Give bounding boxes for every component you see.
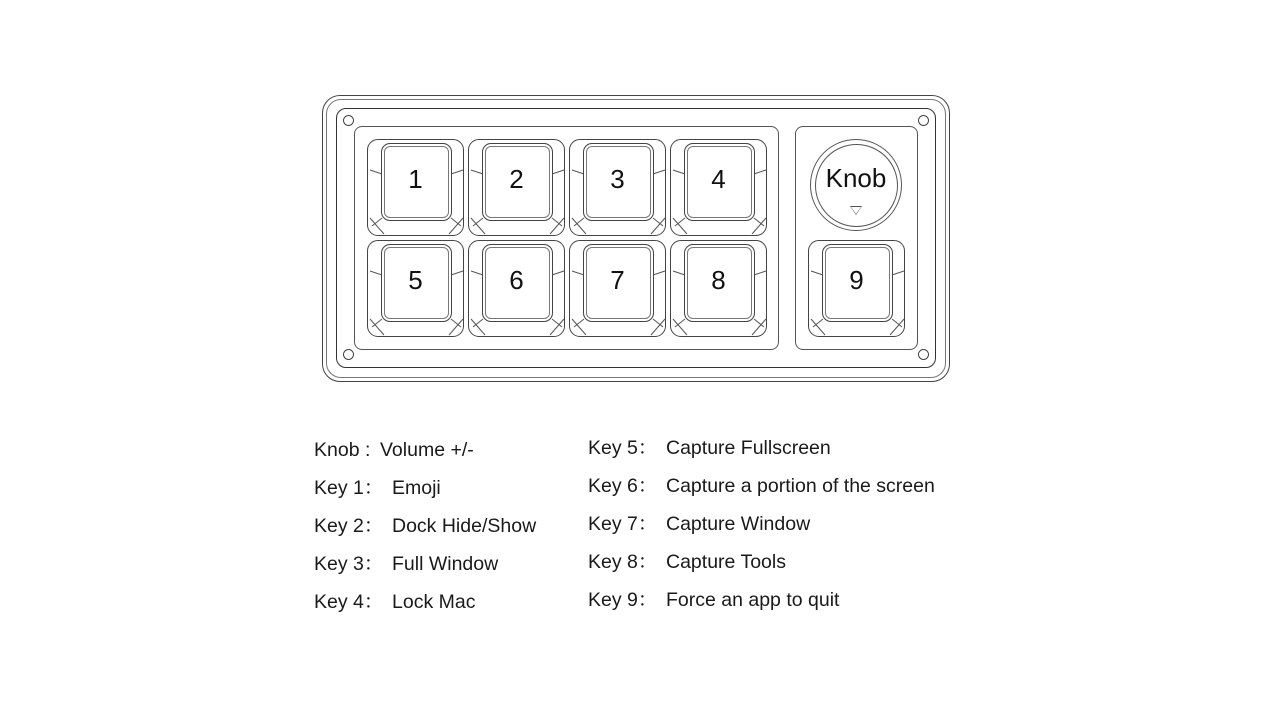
legend-action: Capture Fullscreen [666, 437, 831, 459]
key-4 [670, 139, 767, 236]
triangle-down-icon [850, 206, 862, 215]
key-label: 6 [509, 265, 524, 295]
legend-action: Capture Tools [666, 551, 786, 573]
key-label: 3 [610, 164, 625, 194]
legend-item-key1 [314, 476, 536, 500]
legend-item-key5 [588, 436, 935, 460]
knob [810, 139, 902, 231]
legend-action: Capture a portion of the screen [666, 475, 935, 497]
legend-action: Full Window [392, 553, 499, 575]
legend-action: Force an app to quit [666, 589, 840, 611]
legend-key: Key 4： [314, 591, 384, 613]
screw-icon [918, 349, 929, 360]
key-label: 8 [711, 265, 726, 295]
key-label: 9 [849, 265, 864, 295]
legend-action: Emoji [392, 477, 441, 499]
legend-key: Key 8： [588, 551, 658, 573]
legend-action: Volume +/- [380, 439, 474, 461]
legend-action: Dock Hide/Show [392, 515, 537, 537]
key-3 [569, 139, 666, 236]
legend-left-column [314, 438, 536, 614]
knob-label: Knob [825, 163, 887, 193]
legend-item-key6 [588, 474, 935, 498]
key-1 [367, 139, 464, 236]
legend-key: Key 6： [588, 475, 658, 497]
key-5 [367, 240, 464, 337]
legend-key: Key 5： [588, 437, 658, 459]
legend-key: Key 9： [588, 589, 658, 611]
screw-icon [343, 115, 354, 126]
key-6 [468, 240, 565, 337]
legend-key: Key 3： [314, 553, 384, 575]
legend-item-key8 [588, 550, 935, 574]
key-label: 2 [509, 164, 524, 194]
key-label: 1 [408, 164, 423, 194]
legend-item-key9 [588, 588, 935, 612]
key-8 [670, 240, 767, 337]
legend-key: Knob : [314, 439, 371, 461]
legend-key: Key 7： [588, 513, 658, 535]
key-7 [569, 240, 666, 337]
legend-key: Key 1： [314, 477, 384, 499]
legend-action: Capture Window [666, 513, 811, 535]
screw-icon [918, 115, 929, 126]
legend-key: Key 2： [314, 515, 384, 537]
key-9 [808, 240, 905, 337]
key-label: 4 [711, 164, 726, 194]
legend-item-key2 [314, 514, 536, 538]
legend-item-key3 [314, 552, 536, 576]
legend-item-key4 [314, 590, 536, 614]
key-2 [468, 139, 565, 236]
legend-right-column [588, 436, 935, 612]
legend-item-knob [314, 438, 536, 462]
key-label: 7 [610, 265, 625, 295]
legend-action: Lock Mac [392, 591, 476, 613]
key-label: 5 [408, 265, 423, 295]
screw-icon [343, 349, 354, 360]
legend-item-key7 [588, 512, 935, 536]
